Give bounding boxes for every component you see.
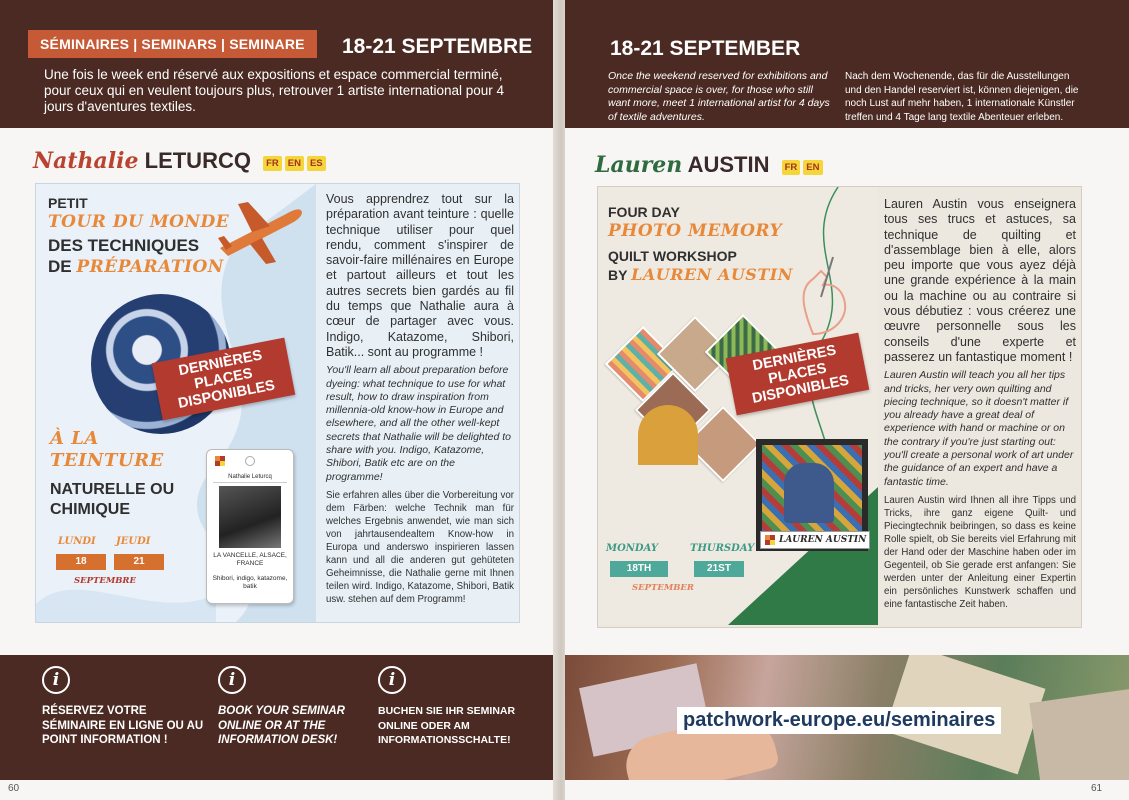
language-badges xyxy=(782,153,826,179)
tag-location: LA VANCELLE, ALSACE, FRANCE xyxy=(213,552,287,567)
day-label: MONDAY xyxy=(606,543,658,554)
day-number: 21 xyxy=(114,554,164,570)
needle-thread-icon xyxy=(783,249,863,339)
website-url[interactable]: patchwork-europe.eu/seminaires xyxy=(677,707,1001,734)
seminar-panel xyxy=(35,183,520,623)
day-label: JEUDI xyxy=(116,536,151,547)
seminar-poster xyxy=(598,187,878,625)
description-en: Lauren Austin will teach you all her tips and tricks, her very own quilting and piecing technique, so it doesn't matter if you already have a great deal of experience with hand or machine or on the contrary if you're just starting out: you'll create a personal work of art under the guidance of an expert and have a fantastic time. xyxy=(884,369,1074,488)
artist-first-name: Nathalie xyxy=(33,148,139,174)
lang-badge: ES xyxy=(307,156,326,171)
day-number: 21ST xyxy=(694,561,744,577)
logo-icon xyxy=(215,456,225,466)
poster-highlight: TEINTURE xyxy=(50,450,164,471)
quilt-arc xyxy=(638,405,698,465)
tag-hole xyxy=(245,456,255,466)
artist-last-name: AUSTIN xyxy=(687,152,770,177)
tag-artist-name: Nathalie Leturcq xyxy=(213,474,287,483)
description-de: Lauren Austin wird Ihnen all ihre Tipps und Tricks, ihre ganz eigene Quilt- und Piecingtechnik beibringen, so dass es keine Rolle spielt, ob Sie bereits viel Erfahrung mit der Hand oder der Maschine haben oder im Gegenteil, ob Sie gerade erst anfangen: Sie werden unter der Anleitung einer Expertin ein persönliches Kunstwerk schaffen und eine fantastische Zeit haben. xyxy=(884,494,1076,610)
day-label: THURSDAY xyxy=(690,543,755,554)
info-block-fr xyxy=(42,666,212,748)
poster-line: FOUR DAY xyxy=(608,204,680,220)
intro-text: Une fois le week end réservé aux expositions et espace commercial terminé, pour ceux qui en veulent toujours plus, retrouver 1 artiste international pour 4 jours d'aventures textiles. xyxy=(44,67,505,114)
poster-line: QUILT WORKSHOP xyxy=(608,248,737,264)
tag-techniques: Shibori, indigo, katazome, batik xyxy=(212,575,288,590)
info-text: BOOK YOUR SEMINAR ONLINE OR AT THE INFORMATION DESK! xyxy=(218,705,345,746)
artist-tag-card xyxy=(206,449,294,604)
lang-badge: EN xyxy=(285,156,304,171)
left-page xyxy=(0,0,557,800)
poster-line: DES TECHNIQUES xyxy=(48,236,200,255)
info-block-en xyxy=(218,666,353,748)
language-badges xyxy=(263,149,329,175)
poster-line: PETIT xyxy=(48,195,88,211)
month-label: SEPTEMBER xyxy=(632,583,694,593)
intro-text-de: Nach dem Wochenende, das für die Ausstellungen und den Handel reserviert ist, können diejenigen, die noch Lust auf mehr haben, 1 internationale Künstler treffen und 4 Tage lang textile Abenteuer erleben. xyxy=(845,71,1079,123)
description-en: You'll learn all about preparation before dyeing: what technique to use for what result, how to draw inspiration from millennia-old know-how in Europe and elsewhere, and all the other well-kept secrets that Nathalie will be delighted to share with you. Indigo, Katazome, Shibori, Batik etc are on the programme! xyxy=(326,364,512,483)
info-text: RÉSERVEZ VOTRE SÉMINAIRE EN LIGNE OU AU POINT INFORMATION ! xyxy=(42,705,204,746)
date-heading: 18-21 SEPTEMBRE xyxy=(342,35,533,58)
description-de: Sie erfahren alles über die Vorbereitung vor dem Färben: welche Technik man für welches Ergebnis anwendet, wie man sich von jahrtausendealtem Know-how in Europa und anderswo inspirieren lassen kann und all die anderen gut gehüteten Geheimnisse, die Nathalie gerne mit Ihnen teilen wird. Indigo, Katazome, Shibori, Batik usw. stehen auf dem Programm! xyxy=(326,489,514,605)
description-fr: Vous apprendrez tout sur la préparation avant teinture : quelle technique utiliser pour quel rendu, comment s'inspirer de savoir-faire millénaires en Europe et partout ailleurs et tout les autres secrets bien gardés au fil du temps que Nathalie aura à cœur de partager avec vous. Indigo, Katazome, Shibori, Batik... sont au programme ! xyxy=(326,192,514,359)
info-icon: i xyxy=(378,666,406,694)
bottom-photo xyxy=(565,655,1129,780)
info-icon: i xyxy=(42,666,70,694)
right-page xyxy=(565,0,1129,800)
date-heading: 18-21 SEPTEMBER xyxy=(610,37,801,60)
seminar-panel xyxy=(597,186,1082,628)
lang-badge: FR xyxy=(782,160,801,175)
description-column xyxy=(884,197,1076,611)
description-column xyxy=(326,192,514,606)
intro-text-en: Once the weekend reserved for exhibitions and commercial space is over, for those who still want more, meet 1 international artist for 4 days of textile adventures. xyxy=(608,70,830,123)
poster-line: CHIMIQUE xyxy=(50,501,130,518)
artist-name xyxy=(595,152,826,179)
artist-name xyxy=(33,148,329,175)
seminar-poster xyxy=(36,184,316,622)
artist-last-name: LETURCQ xyxy=(144,148,251,173)
info-block-de xyxy=(378,666,518,748)
poster-highlight: PHOTO MEMORY xyxy=(608,221,783,241)
description-fr: Lauren Austin vous enseignera tous ses trucs et astuces, sa technique de quilting et d'assemblage bien à elle, alors peu importe que vous ayez déjà une grande expérience à la main ou la machine ou au contraire si vous débutiez : vous créerez une œuvre personnelle sous les conseils d'une experte et passerez un fantastique moment ! xyxy=(884,197,1076,364)
page-number: 60 xyxy=(8,783,20,794)
poster-line: DE PRÉPARATION xyxy=(48,257,224,277)
poster-highlight: À LA xyxy=(50,428,99,449)
day-number: 18TH xyxy=(610,561,668,577)
page-number: 61 xyxy=(1091,783,1103,794)
airplane-icon xyxy=(216,196,304,266)
last-places-banner: DERNIÈRES PLACES DISPONIBLES xyxy=(152,338,296,421)
lang-badge: EN xyxy=(803,160,822,175)
day-number: 18 xyxy=(56,554,106,570)
lang-badge: FR xyxy=(263,156,282,171)
poster-line: BY LAUREN AUSTIN xyxy=(608,265,793,284)
logo-icon xyxy=(765,535,775,545)
artist-photo xyxy=(219,486,281,548)
artist-first-name: Lauren xyxy=(595,152,683,178)
quilt-label: LAUREN AUSTIN xyxy=(760,531,870,549)
info-text: BUCHEN SIE IHR SEMINAR ONLINE ODER AM INFORMATIONSSCHALTE! xyxy=(378,705,516,746)
last-places-banner: DERNIÈRES PLACES DISPONIBLES xyxy=(726,333,870,416)
section-tag: SÉMINAIRES | SEMINARS | SEMINARE xyxy=(28,30,317,58)
info-icon: i xyxy=(218,666,246,694)
day-label: LUNDI xyxy=(58,536,96,547)
poster-line: NATURELLE OU xyxy=(50,481,175,498)
poster-highlight: TOUR DU MONDE xyxy=(48,212,230,232)
month-label: SEPTEMBRE xyxy=(74,576,136,586)
